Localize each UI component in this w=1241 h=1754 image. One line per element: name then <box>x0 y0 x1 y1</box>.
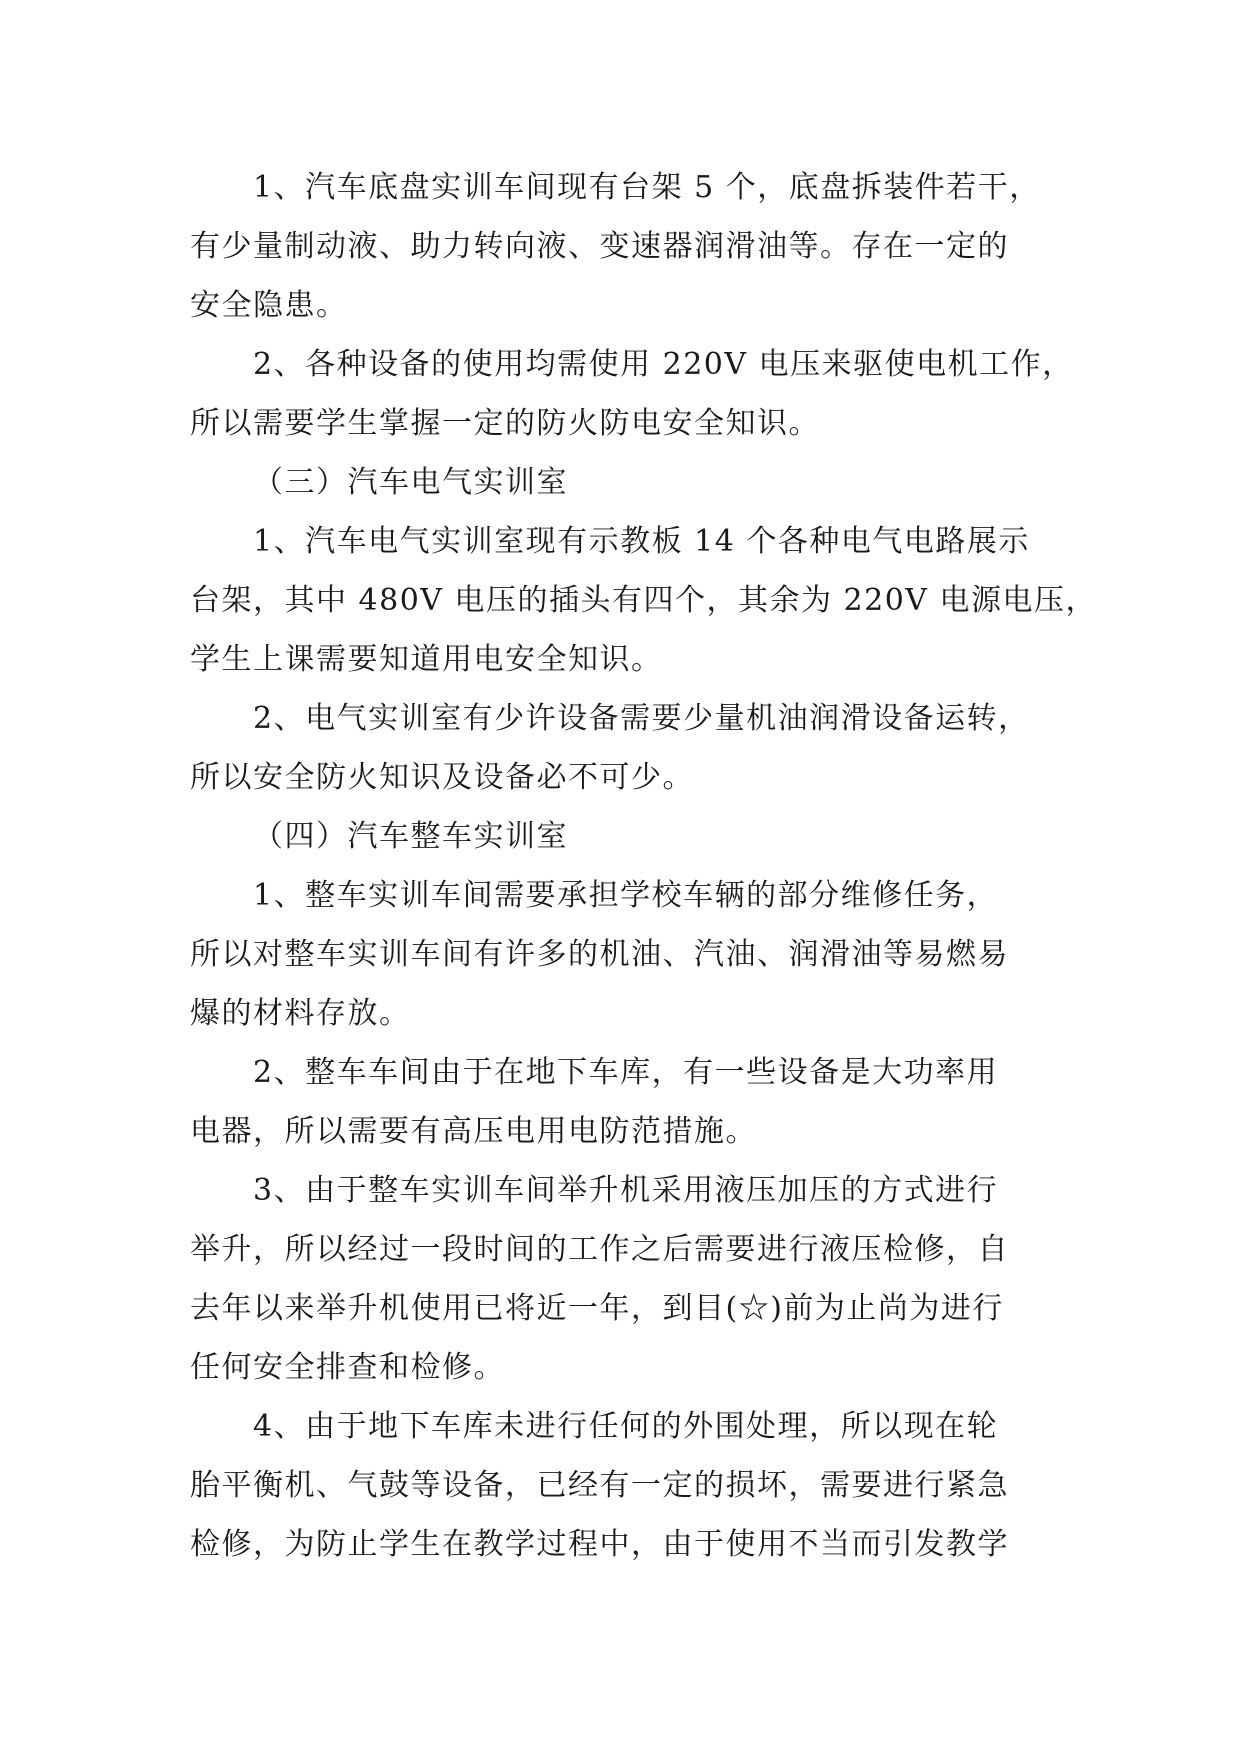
paragraph-underground-garage <box>190 1043 1070 1161</box>
text-line: 有少量制动液、助力转向液、变速器润滑油等。存在一定的 <box>190 229 1009 264</box>
text-line: 所以对整车实训车间有许多的机油、汽油、润滑油等易燃易 <box>190 937 1009 972</box>
text-line: 1、汽车底盘实训车间现有台架 5 个，底盘拆装件若干， <box>253 170 1041 205</box>
paragraph-garage-damage <box>190 1397 1070 1574</box>
text-line: 任何安全排查和检修。 <box>190 1350 505 1385</box>
text-line: 所以需要学生掌握一定的防火防电安全知识。 <box>190 406 820 441</box>
text-line: 胎平衡机、气鼓等设备，已经有一定的损坏，需要进行紧急 <box>190 1468 1009 1503</box>
paragraph-vehicle-maintenance <box>190 866 1070 1043</box>
text-line: 1、整车实训车间需要承担学校车辆的部分维修任务， <box>253 878 999 913</box>
text-line: 2、整车车间由于在地下车库，有一些设备是大功率用 <box>253 1055 999 1090</box>
text-line: 去年以来举升机使用已将近一年，到目(☆)前为止尚为进行 <box>190 1291 1004 1326</box>
text-line: 电器，所以需要有高压电用电防范措施。 <box>190 1114 757 1149</box>
text-line: 举升，所以经过一段时间的工作之后需要进行液压检修，自 <box>190 1232 1009 1267</box>
paragraph-equipment-voltage <box>190 335 1074 453</box>
section-heading-electrical <box>190 453 1070 512</box>
text-line: 台架，其中 480V 电压的插头有四个，其余为 220V 电源电压， <box>190 583 1097 618</box>
text-line: 安全隐患。 <box>190 288 348 323</box>
paragraph-electrical-lubrication <box>190 689 1070 807</box>
text-line: 爆的材料存放。 <box>190 996 411 1031</box>
text-line: 3、由于整车实训车间举升机采用液压加压的方式进行 <box>253 1173 999 1208</box>
text-line: 2、各种设备的使用均需使用 220V 电压来驱使电机工作， <box>253 347 1074 382</box>
text-line: 检修，为防止学生在教学过程中，由于使用不当而引发教学 <box>190 1527 1009 1562</box>
heading-text: （四）汽车整车实训室 <box>253 819 568 854</box>
paragraph-chassis-workshop <box>190 158 1070 335</box>
text-line: 2、电气实训室有少许设备需要少量机油润滑设备运转， <box>253 701 1030 736</box>
document-body <box>190 158 1097 1574</box>
paragraph-lift-inspection <box>190 1161 1070 1397</box>
section-heading-vehicle <box>190 807 1070 866</box>
text-line: 学生上课需要知道用电安全知识。 <box>190 642 663 677</box>
paragraph-electrical-boards <box>190 512 1097 689</box>
text-line: 所以安全防火知识及设备必不可少。 <box>190 760 694 795</box>
heading-text: （三）汽车电气实训室 <box>253 465 568 500</box>
text-line: 4、由于地下车库未进行任何的外围处理，所以现在轮 <box>253 1409 999 1444</box>
text-line: 1、汽车电气实训室现有示教板 14 个各种电气电路展示 <box>253 524 1030 559</box>
